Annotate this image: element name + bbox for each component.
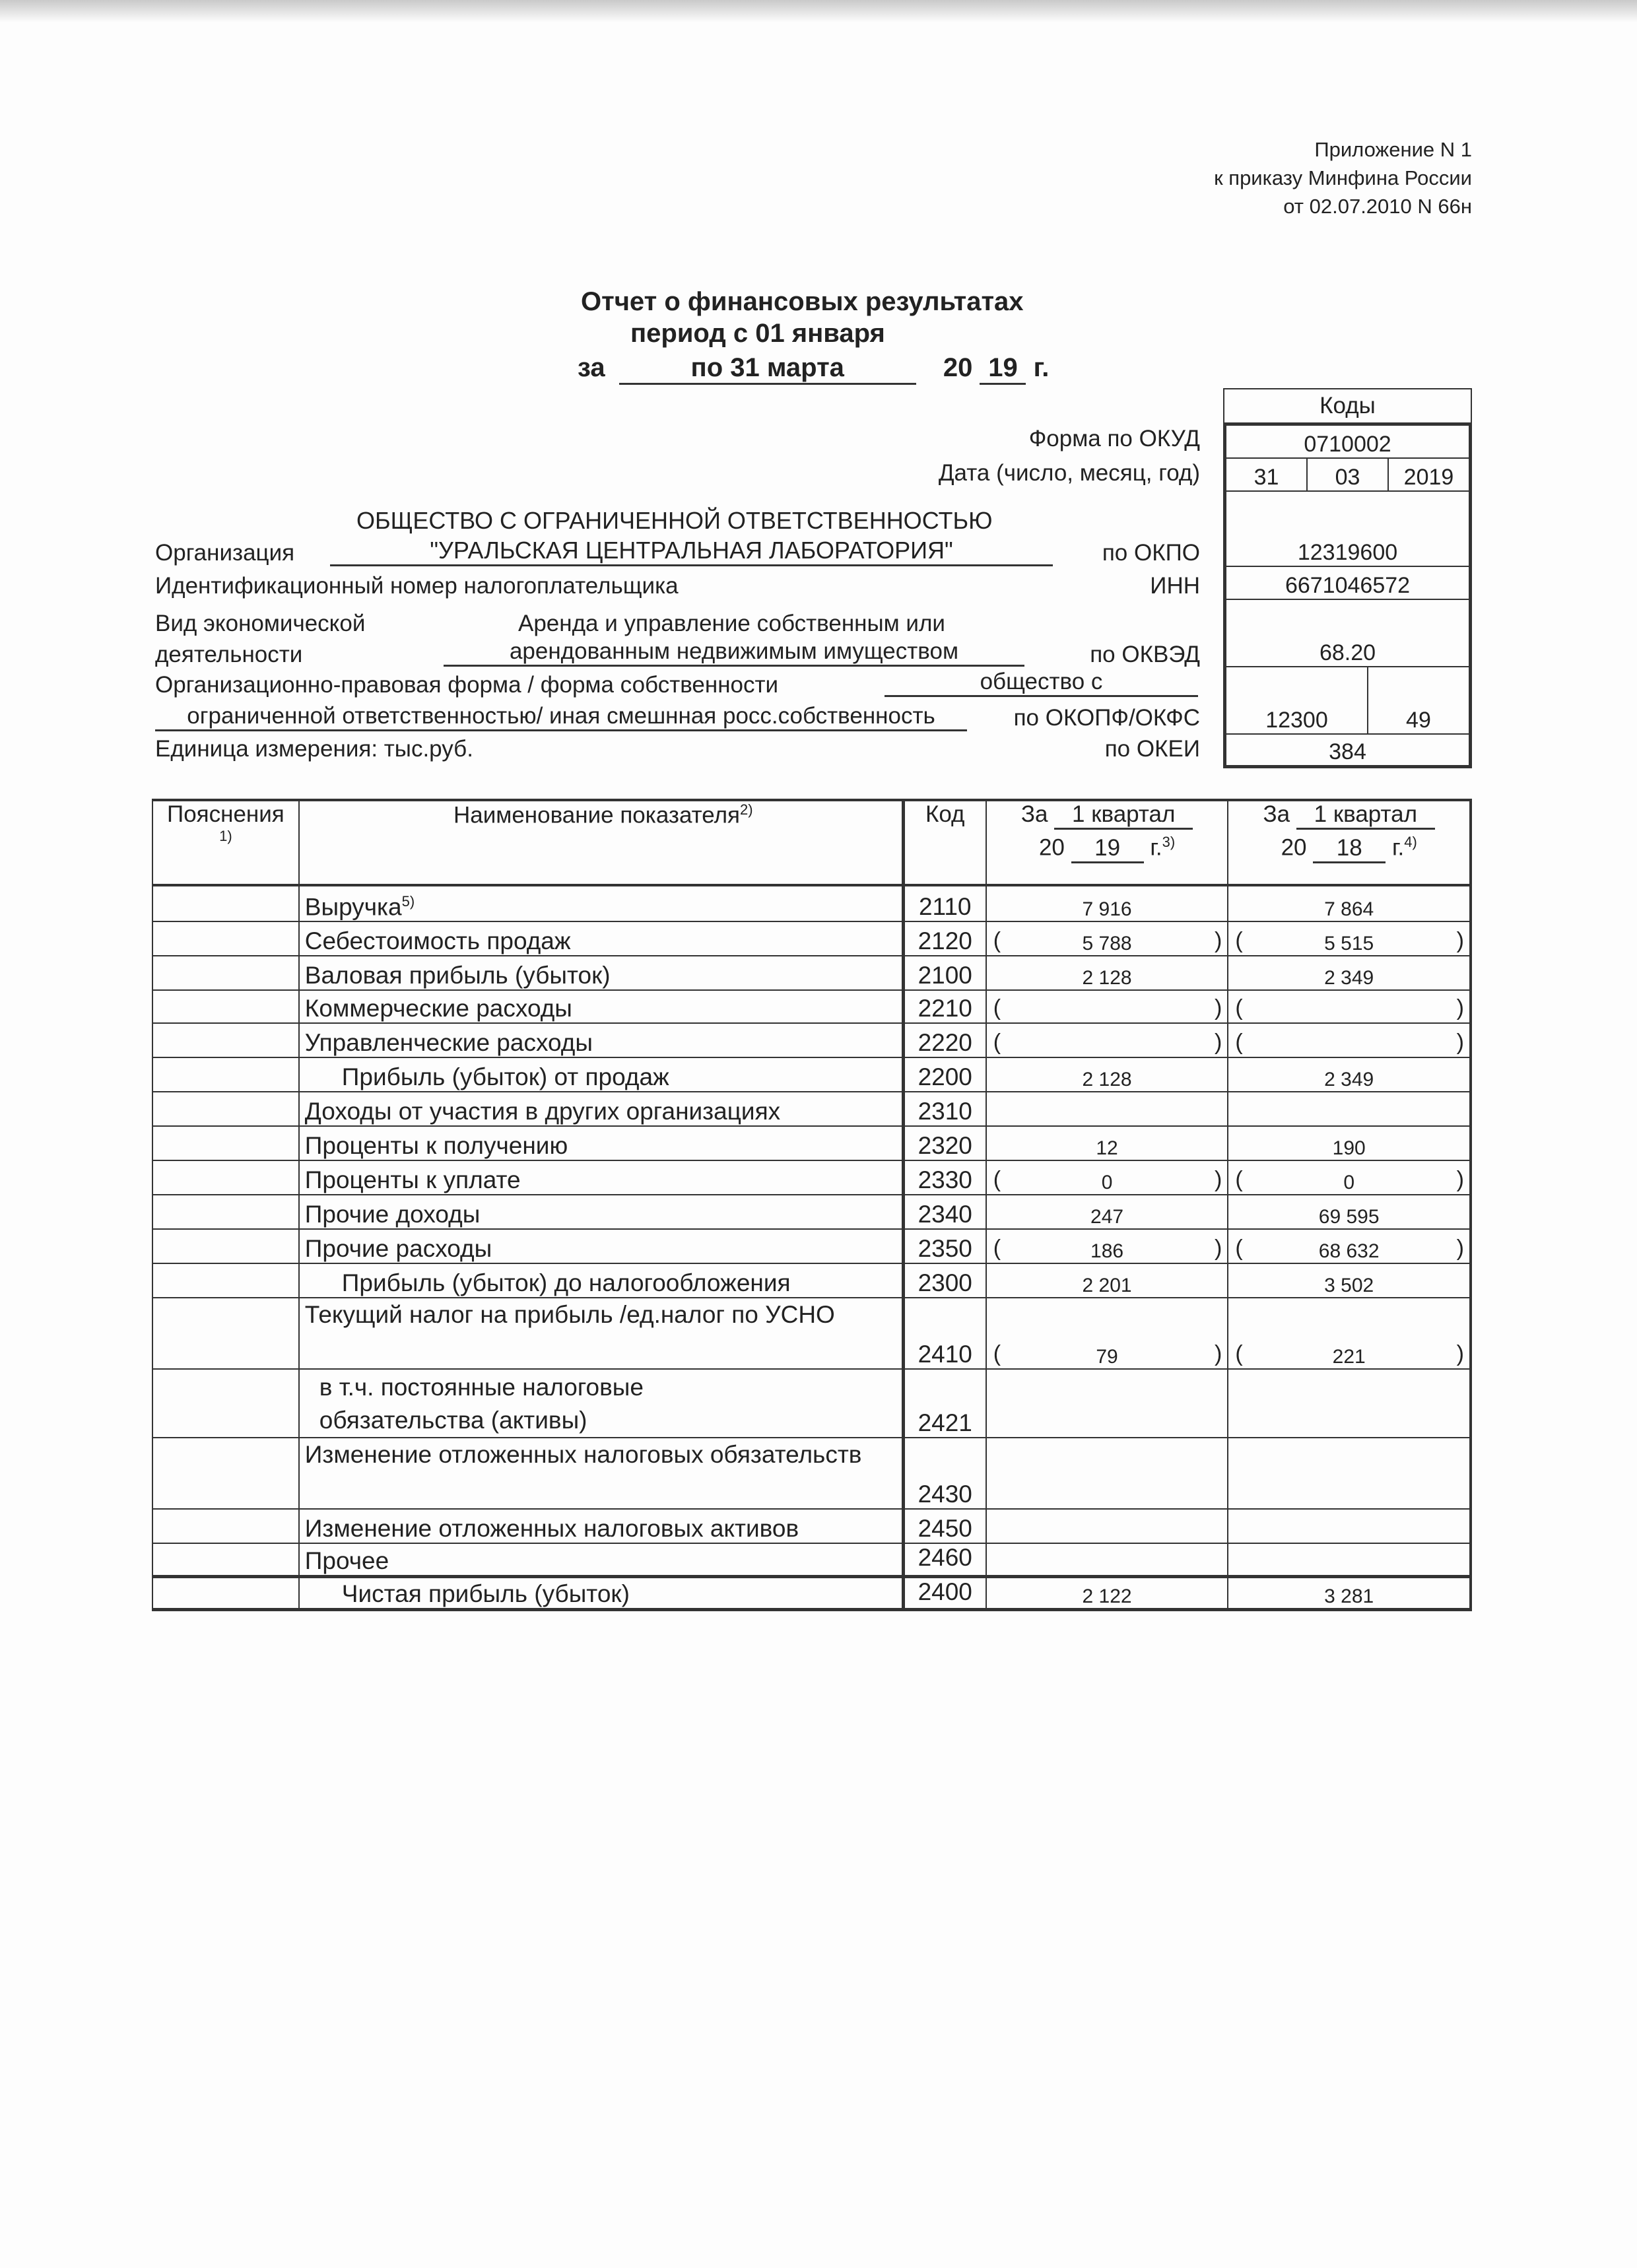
header-text: Наименование показателя <box>453 802 740 828</box>
report-title: Отчет о финансовых результатах <box>581 287 1024 316</box>
value-2018 <box>1228 1298 1471 1369</box>
explanation-cell <box>152 1543 299 1576</box>
footnote-mark: 3) <box>1162 834 1176 850</box>
value-2018 <box>1228 921 1471 956</box>
year-prefix: 20 <box>943 353 973 382</box>
legal-form-line1: общество с <box>885 669 1198 697</box>
inn-code-label: ИНН <box>1150 573 1200 599</box>
line-code: 2421 <box>903 1369 986 1438</box>
value-text: 68 632 <box>1318 1240 1380 1262</box>
value-2019: 2 201 <box>986 1263 1228 1298</box>
period-year: 18 <box>1313 835 1386 863</box>
date-year: 2019 <box>1387 459 1469 490</box>
value-text: 5 788 <box>1082 933 1132 954</box>
value-2018 <box>1228 1509 1471 1543</box>
paren-open: ( <box>1235 1341 1243 1366</box>
explanation-cell <box>152 1057 299 1092</box>
paren-open: ( <box>1235 1167 1243 1192</box>
okud-label: Форма по ОКУД <box>1028 426 1200 451</box>
paren-open: ( <box>993 1030 1001 1055</box>
codes-box <box>1223 388 1472 768</box>
line-code: 2350 <box>903 1229 986 1263</box>
table-row <box>152 1057 1471 1092</box>
indicator-name: Изменение отложенных налоговых обязательств <box>299 1438 903 1509</box>
indicator-text: Выручка <box>304 893 402 920</box>
table-row-total <box>152 1576 1471 1609</box>
value-2019: 247 <box>986 1195 1228 1229</box>
value-2019 <box>986 1369 1228 1438</box>
indicator-name: Чистая прибыль (убыток) <box>299 1576 903 1609</box>
line-code: 2430 <box>903 1438 986 1509</box>
header-text: г. <box>1391 834 1405 861</box>
paren-close: ) <box>1215 928 1222 953</box>
value-2019 <box>986 990 1228 1023</box>
table-row <box>152 1229 1471 1263</box>
header-text: Пояснения <box>167 801 284 827</box>
indicator-name: Прочие расходы <box>299 1229 903 1263</box>
line-code: 2450 <box>903 1509 986 1543</box>
indicator-name: Себестоимость продаж <box>299 921 903 956</box>
value-2018: 2 349 <box>1228 956 1471 990</box>
explanation-cell <box>152 885 299 921</box>
paren-close: ) <box>1215 1236 1222 1261</box>
explanation-cell <box>152 1023 299 1057</box>
inn-code: 6671046572 <box>1285 573 1411 598</box>
indicator-name: Управленческие расходы <box>299 1023 903 1057</box>
paren-open: ( <box>1235 995 1243 1020</box>
table-row <box>152 1298 1471 1369</box>
line-code: 2340 <box>903 1195 986 1229</box>
value-text: 5 515 <box>1324 933 1374 954</box>
explanation-cell <box>152 1509 299 1543</box>
okved-label: по ОКВЭД <box>1090 642 1200 667</box>
okfs-code: 49 <box>1367 667 1469 733</box>
date-label: Дата (число, месяц, год) <box>938 460 1200 486</box>
explanation-cell <box>152 990 299 1023</box>
paren-close: ) <box>1215 1167 1222 1192</box>
header-text: 20 <box>1038 834 1065 861</box>
paren-open: ( <box>993 928 1001 953</box>
indicator-name <box>299 885 903 921</box>
period-year: 19 <box>1071 835 1144 863</box>
indicator-name: Изменение отложенных налоговых активов <box>299 1509 903 1543</box>
line-code: 2220 <box>903 1023 986 1057</box>
explanation-cell <box>152 1576 299 1609</box>
explanation-cell <box>152 1369 299 1438</box>
header-text: г. <box>1150 834 1162 861</box>
footnote-mark: 1) <box>219 828 232 844</box>
line-code: 2320 <box>903 1126 986 1160</box>
value-2019 <box>986 1023 1228 1057</box>
activity-label: Вид экономической <box>155 611 366 636</box>
legal-form-line2: ограниченной ответственностью/ иная смешнная росс.собственность <box>155 703 967 731</box>
paren-close: ) <box>1456 1341 1464 1366</box>
indicator-name: Доходы от участия в других организациях <box>299 1092 903 1126</box>
paren-close: ) <box>1215 995 1222 1020</box>
value-2018 <box>1228 1023 1471 1057</box>
indicator-text: в т.ч. постоянные налоговые обязательства (активы) <box>319 1374 644 1434</box>
line-code: 2120 <box>903 921 986 956</box>
value-2019 <box>986 1298 1228 1369</box>
paren-open: ( <box>993 995 1001 1020</box>
paren-open: ( <box>993 1236 1001 1261</box>
paren-close: ) <box>1456 1236 1464 1261</box>
indicator-name: Текущий налог на прибыль /ед.налог по УСНО <box>299 1298 903 1369</box>
inn-label: Идентификационный номер налогоплательщика <box>155 573 679 599</box>
value-text: 0 <box>1343 1172 1355 1193</box>
value-2019 <box>986 1160 1228 1195</box>
table-row <box>152 1160 1471 1195</box>
value-2019: 2 128 <box>986 956 1228 990</box>
period-end: по 31 марта <box>619 353 916 385</box>
value-text: 186 <box>1090 1240 1124 1262</box>
value-2019 <box>986 1229 1228 1263</box>
financial-results-table <box>152 799 1472 1611</box>
table-row <box>152 1092 1471 1126</box>
explanation-cell <box>152 1229 299 1263</box>
footnote-mark: 4) <box>1404 834 1417 850</box>
indicator-name: Прочие доходы <box>299 1195 903 1229</box>
activity-line1: Аренда и управление собственным или <box>518 611 945 636</box>
indicator-name: Коммерческие расходы <box>299 990 903 1023</box>
line-code: 2100 <box>903 956 986 990</box>
okei-row <box>1226 735 1469 765</box>
table-row <box>152 1195 1471 1229</box>
value-2019 <box>986 1543 1228 1576</box>
value-2018: 3 502 <box>1228 1263 1471 1298</box>
appendix-reference <box>1214 135 1472 220</box>
table-row <box>152 1369 1471 1438</box>
indicator-name: Проценты к получению <box>299 1126 903 1160</box>
indicator-name: Прибыль (убыток) до налогообложения <box>299 1263 903 1298</box>
okei-label: по ОКЕИ <box>1104 736 1200 762</box>
paren-open: ( <box>993 1341 1001 1366</box>
line-code: 2210 <box>903 990 986 1023</box>
value-2018 <box>1228 1160 1471 1195</box>
value-2019 <box>986 921 1228 956</box>
okud-code: 0710002 <box>1304 432 1391 457</box>
explanation-cell <box>152 1195 299 1229</box>
year-suffix: г. <box>1033 353 1050 382</box>
value-2018 <box>1228 1369 1471 1438</box>
date-month: 03 <box>1306 459 1387 490</box>
okved-row <box>1226 600 1469 667</box>
date-row <box>1226 459 1469 492</box>
paren-close: ) <box>1456 995 1464 1020</box>
activity-label-2: деятельности <box>155 642 303 667</box>
header-period-2019 <box>986 800 1228 885</box>
indicator-name: Валовая прибыль (убыток) <box>299 956 903 990</box>
paren-close: ) <box>1456 1167 1464 1192</box>
paren-open: ( <box>993 1167 1001 1192</box>
header-period-2018 <box>1228 800 1471 885</box>
table-row <box>152 956 1471 990</box>
value-2019: 2 122 <box>986 1576 1228 1609</box>
line-code: 2460 <box>903 1543 986 1576</box>
paren-open: ( <box>1235 1030 1243 1055</box>
explanation-cell <box>152 956 299 990</box>
value-2018: 7 864 <box>1228 885 1471 921</box>
value-2019 <box>986 1509 1228 1543</box>
footnote-mark: 2) <box>739 801 753 818</box>
indicator-name: Проценты к уплате <box>299 1160 903 1195</box>
header-text: За <box>1020 801 1048 827</box>
inn-row <box>1226 567 1469 600</box>
table-row <box>152 1438 1471 1509</box>
appendix-line: Приложение N 1 <box>1314 138 1472 161</box>
okpo-label: по ОКПО <box>1102 540 1200 566</box>
explanation-cell <box>152 1298 299 1369</box>
indicator-name <box>299 1369 903 1438</box>
line-code: 2310 <box>903 1092 986 1126</box>
okpo-row <box>1226 492 1469 567</box>
paren-close: ) <box>1215 1030 1222 1055</box>
report-year: 19 <box>980 353 1026 385</box>
table-row <box>152 1023 1471 1057</box>
line-code: 2410 <box>903 1298 986 1369</box>
table-row <box>152 1126 1471 1160</box>
paren-close: ) <box>1456 928 1464 953</box>
paren-open: ( <box>1235 1236 1243 1261</box>
date-day: 31 <box>1253 465 1279 490</box>
footnote-mark: 5) <box>401 892 415 910</box>
table-row <box>152 885 1471 921</box>
indicator-name: Прибыль (убыток) от продаж <box>299 1057 903 1092</box>
value-2019 <box>986 1092 1228 1126</box>
okud-row <box>1226 426 1469 459</box>
value-2019 <box>986 1438 1228 1509</box>
header-text: Код <box>925 801 965 827</box>
value-2019: 2 128 <box>986 1057 1228 1092</box>
header-code <box>903 800 986 885</box>
legal-form-label: Организационно-правовая форма / форма собственности <box>155 672 779 698</box>
okei-code: 384 <box>1329 739 1366 764</box>
org-label: Организация <box>155 540 295 566</box>
org-name-line2: "УРАЛЬСКАЯ ЦЕНТРАЛЬНАЯ ЛАБОРАТОРИЯ" <box>330 537 1053 566</box>
org-name-line1: ОБЩЕСТВО С ОГРАНИЧЕННОЙ ОТВЕТСТВЕННОСТЬЮ <box>356 507 993 534</box>
value-2018 <box>1228 1438 1471 1509</box>
value-2018: 3 281 <box>1228 1576 1471 1609</box>
table-row <box>152 1543 1471 1576</box>
line-code: 2400 <box>903 1576 986 1609</box>
line-code: 2200 <box>903 1057 986 1092</box>
period-label: 1 квартал <box>1296 801 1435 830</box>
period-label: 1 квартал <box>1054 801 1193 830</box>
value-2018: 69 595 <box>1228 1195 1471 1229</box>
table-row <box>152 1263 1471 1298</box>
codes-header: Коды <box>1223 388 1472 422</box>
header-text: 20 <box>1281 834 1307 861</box>
explanation-cell <box>152 1160 299 1195</box>
value-2019: 12 <box>986 1126 1228 1160</box>
okpo-code: 12319600 <box>1297 540 1398 565</box>
value-text: 221 <box>1332 1346 1366 1368</box>
table-row <box>152 990 1471 1023</box>
line-code: 2330 <box>903 1160 986 1195</box>
value-2018 <box>1228 1229 1471 1263</box>
value-2018: 2 349 <box>1228 1057 1471 1092</box>
line-code: 2300 <box>903 1263 986 1298</box>
line-code: 2110 <box>903 885 986 921</box>
okopf-row <box>1226 667 1469 735</box>
paren-close: ) <box>1215 1341 1222 1366</box>
value-2018 <box>1228 1092 1471 1126</box>
value-2018 <box>1228 990 1471 1023</box>
scan-edge <box>0 0 1637 22</box>
explanation-cell <box>152 1092 299 1126</box>
appendix-line: от 02.07.2010 N 66н <box>1283 195 1472 218</box>
table-row <box>152 921 1471 956</box>
period-prefix: за <box>578 353 605 382</box>
value-2019: 7 916 <box>986 885 1228 921</box>
header-explanations <box>152 800 299 885</box>
value-text: 79 <box>1096 1346 1118 1368</box>
paren-open: ( <box>1235 928 1243 953</box>
activity-line2: арендованным недвижимым имуществом <box>444 638 1024 667</box>
unit-label: Единица измерения: тыс.руб. <box>155 736 473 762</box>
value-text: 0 <box>1101 1172 1113 1193</box>
explanation-cell <box>152 1263 299 1298</box>
header-name <box>299 800 903 885</box>
okopf-label: по ОКОПФ/ОКФС <box>1013 705 1200 731</box>
header-text: За <box>1263 801 1290 827</box>
report-period-start: период с 01 января <box>630 319 885 348</box>
explanation-cell <box>152 921 299 956</box>
table-header <box>152 800 1471 885</box>
value-2018: 190 <box>1228 1126 1471 1160</box>
value-2018 <box>1228 1543 1471 1576</box>
explanation-cell <box>152 1126 299 1160</box>
okved-code: 68.20 <box>1319 640 1376 665</box>
okopf-code: 12300 <box>1265 708 1328 733</box>
appendix-line: к приказу Минфина России <box>1214 166 1472 189</box>
indicator-name: Прочее <box>299 1543 903 1576</box>
table-row <box>152 1509 1471 1543</box>
paren-close: ) <box>1456 1030 1464 1055</box>
explanation-cell <box>152 1438 299 1509</box>
report-period-line <box>578 353 1049 385</box>
